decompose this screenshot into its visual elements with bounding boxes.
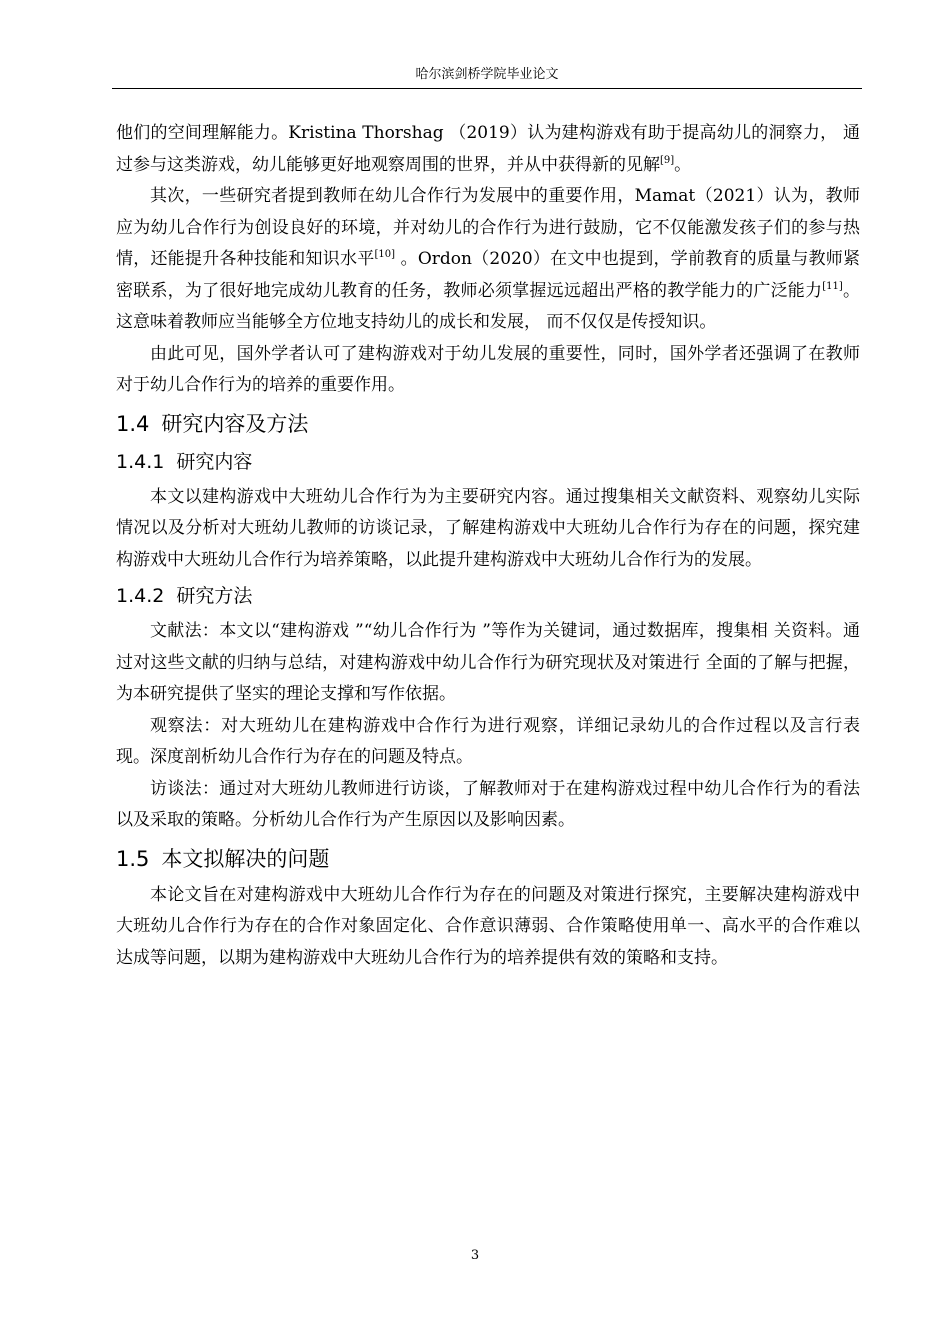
subsection-heading-1-4-1 bbox=[116, 445, 860, 479]
paragraph-text: 他们的空间理解能力。Kristina Thorshag （2019）认为建构游戏有助于提高幼儿的洞察力， 通过参与这类游戏，幼儿能够更好地观察周围的世界，并从中获得新的见解 bbox=[116, 123, 860, 175]
citation-ref: [9] bbox=[660, 154, 675, 166]
paragraph-2 bbox=[116, 181, 860, 339]
paragraph-text: 。 bbox=[674, 154, 692, 175]
citation-ref: [11] bbox=[822, 280, 843, 292]
paragraph-8: 本论文旨在对建构游戏中大班幼儿合作行为存在的问题及对策进行探究，主要解决建构游戏中大班幼儿合作行为存在的合作对象固定化、合作意识薄弱、合作策略使用单一、高水平的合作难以达成等问题，以期为建构游戏中大班幼儿合作行为的培养提供有效的策略和支持。 bbox=[116, 884, 860, 968]
section-number: 1.4.1 bbox=[116, 450, 165, 473]
paragraph-4: 本文以建构游戏中大班幼儿合作行为为主要研究内容。通过搜集相关文献资料、观察幼儿实际情况以及分析对大班幼儿教师的访谈记录，了解建构游戏中大班幼儿合作行为存在的问题，探究建构游戏中大班幼儿合作行为培养策略，以此提升建构游戏中大班幼儿合作行为的发展。 bbox=[116, 486, 860, 570]
paragraph-3: 由此可见，国外学者认可了建构游戏对于幼儿发展的重要性，同时，国外学者还强调了在教师对于幼儿合作行为的培养的重要作用。 bbox=[116, 343, 860, 395]
section-title: 本文拟解决的问题 bbox=[161, 846, 330, 871]
paragraph-text: 。这意味着教师应当能够全方位地支持幼儿的成长和发展， 而不仅仅是传授知识。 bbox=[116, 280, 861, 332]
paragraph-7: 访谈法：通过对大班幼儿教师进行访谈，了解教师对于在建构游戏过程中幼儿合作行为的看法以及采取的策略。分析幼儿合作行为产生原因以及影响因素。 bbox=[116, 778, 860, 830]
section-heading-1-4 bbox=[116, 406, 860, 442]
header-rule bbox=[112, 88, 862, 89]
paragraph-text: 。Ordon（2020）在文中也提到，学前教育的质量与教师紧密联系，为了很好地完成幼儿教育的任务，教师必须掌握远远超出严格的教学能力的广泛能力 bbox=[116, 249, 861, 301]
paragraph-6: 观察法：对大班幼儿在建构游戏中合作行为进行观察，详细记录幼儿的合作过程以及言行表现。深度剖析幼儿合作行为存在的问题及特点。 bbox=[116, 715, 860, 767]
section-title: 研究内容 bbox=[176, 450, 253, 473]
paragraph-5: 文献法：本文以“建构游戏 ”“幼儿合作行为 ”等作为关键词，通过数据库，搜集相 关资料。通过对这些文献的归纳与总结，对建构游戏中幼儿合作行为研究现状及对策进行 全面的了解与把握，为本研究提供了坚实的理论支撑和写作依据。 bbox=[116, 621, 860, 704]
section-title: 研究内容及方法 bbox=[161, 411, 309, 436]
running-header: 哈尔滨剑桥学院毕业论文 bbox=[415, 67, 559, 82]
subsection-heading-1-4-2 bbox=[116, 579, 860, 613]
section-heading-1-5 bbox=[116, 841, 860, 877]
section-number: 1.4 bbox=[116, 411, 150, 436]
citation-ref: [10] bbox=[374, 249, 395, 260]
section-title: 研究方法 bbox=[176, 585, 253, 607]
paragraph-text: 其次，一些研究者提到教师在幼儿合作行为发展中的重要作用，Mamat（2021）认为，教师应为幼儿合作行为创设良好的环境，并对幼儿的合作行为进行鼓励，它不仅能激发孩子们的参与热情，还能提升各种技能和知识水平 bbox=[116, 186, 860, 269]
section-number: 1.5 bbox=[116, 846, 150, 871]
page-number: 3 bbox=[470, 1248, 480, 1263]
section-number: 1.4.2 bbox=[116, 585, 165, 607]
paragraph-1 bbox=[116, 118, 860, 181]
page-body bbox=[116, 118, 860, 974]
